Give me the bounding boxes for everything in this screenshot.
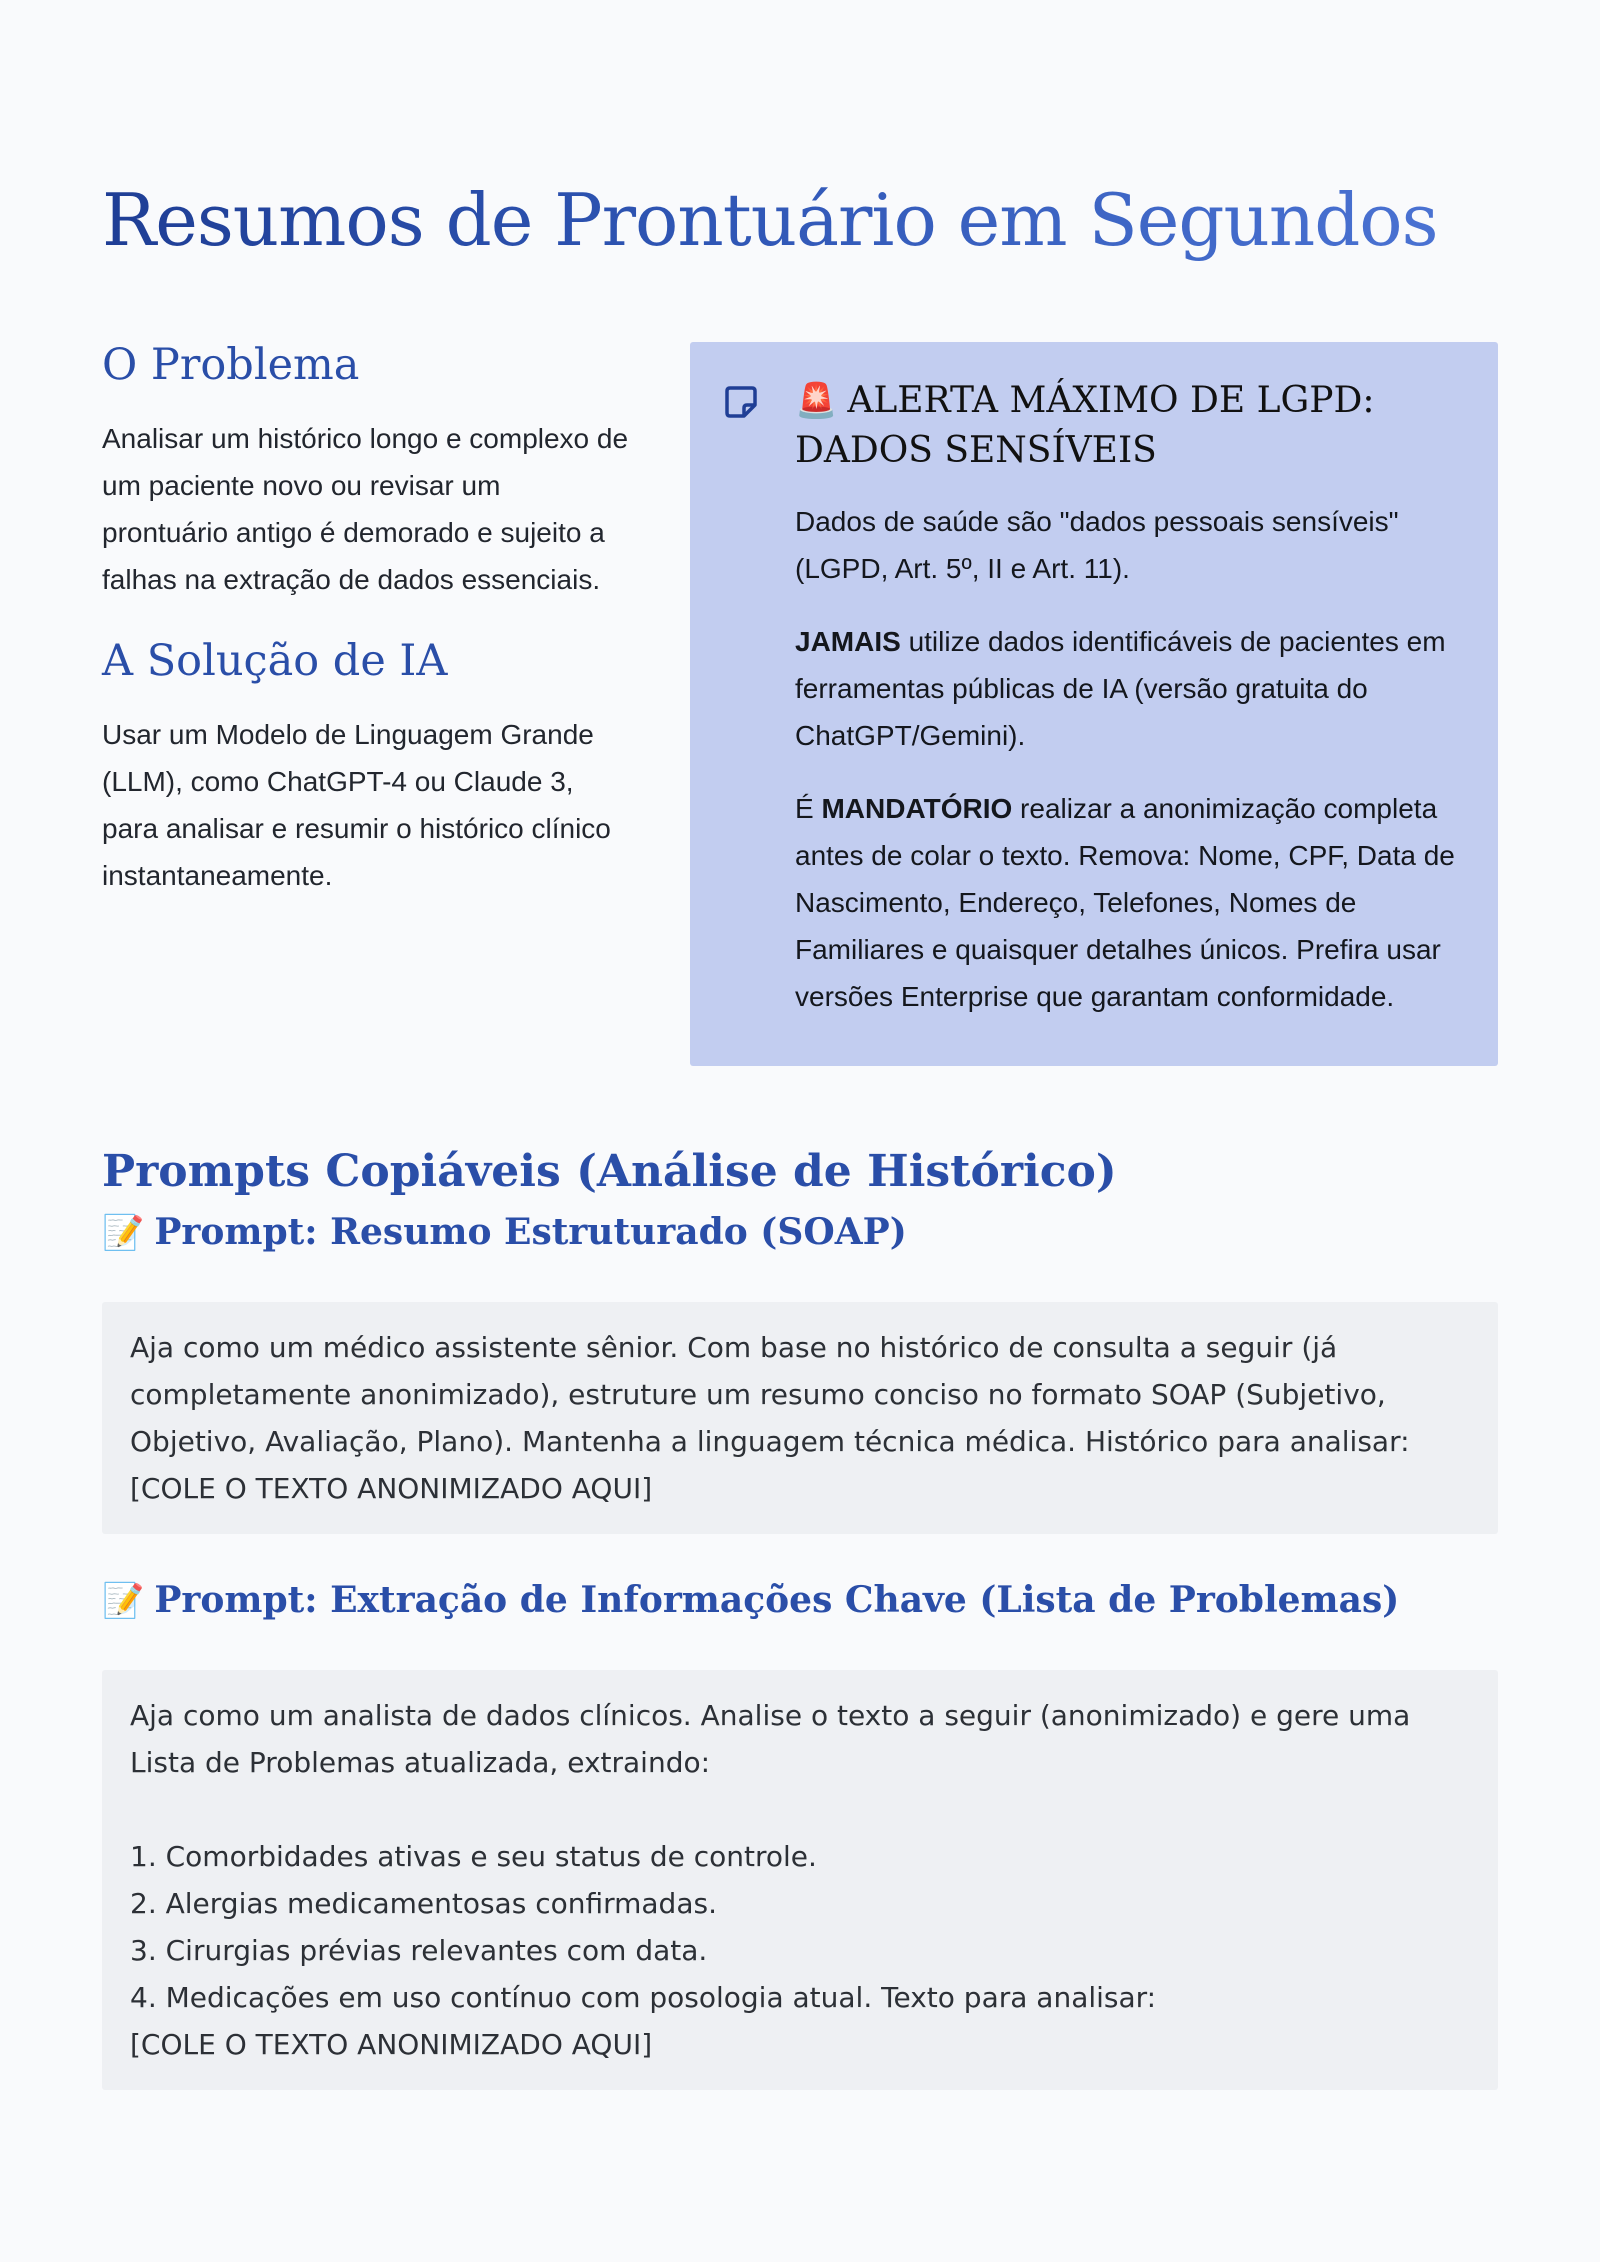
page-title: Resumos de Prontuário em Segundos [102,170,1438,270]
prompt-heading-soap: 📝 Prompt: Resumo Estruturado (SOAP) [102,1211,907,1253]
left-column [102,335,632,899]
prompt-heading-problem-list: 📝 Prompt: Extração de Informações Chave (Lista de Problemas) [102,1579,1400,1621]
problem-text: Analisar um histórico longo e complexo de um paciente novo ou revisar um prontuário antigo é demorado e sujeito a falhas na extração de dados essenciais. [102,423,629,595]
alert-title [795,376,1475,476]
memo-icon: 📝 [102,1213,145,1253]
alert-emphasis-mandatorio: MANDATÓRIO [821,793,1013,824]
alert-paragraph-1: Dados de saúde são "dados pessoais sensíveis" (LGPD, Art. 5º, II e Art. 11). [795,506,1399,584]
alert-title-text: ALERTA MÁXIMO DE LGPD: DADOS SENSÍVEIS [795,380,1375,471]
note-icon [724,385,758,419]
problem-heading: O Problema [102,340,360,390]
alert-emphasis-jamais: JAMAIS [795,626,901,657]
solution-text: Usar um Modelo de Linguagem Grande (LLM), como ChatGPT-4 ou Claude 3, para analisar e resumir o histórico clínico instantaneamente. [102,719,611,891]
siren-icon: 🚨 [795,381,838,421]
alert-paragraph-2: JAMAIS utilize dados identificáveis de pacientes em ferramentas públicas de IA (versão gratuita do ChatGPT/Gemini). [795,626,1446,751]
lgpd-alert-box [690,342,1498,1066]
prompts-section-title: Prompts Copiáveis (Análise de Histórico) [102,1146,1117,1197]
alert-paragraph-3: É MANDATÓRIO realizar a anonimização completa antes de colar o texto. Remova: Nome, CPF, Data de Nascimento, Endereço, Telefones, Nomes de Familiares e quaisquer detalhes únicos. Prefira usar versões Enterprise que garantam conformidade. [795,793,1455,1012]
solution-heading: A Solução de IA [102,636,448,686]
prompt-code-block-problem-list[interactable]: Aja como um analista de dados clínicos. Analise o texto a seguir (anonimizado) e gere uma Lista de Problemas atualizada, extraindo: 1. Comorbidades ativas e seu status de controle. 2. Alergias medicamentosas confirmadas. 3. Cirurgias prévias relevantes com data. 4. Medicações em uso contínuo com posologia atual. Texto para analisar: [COLE O TEXTO ANONIMIZADO AQUI] [102,1670,1498,2090]
memo-icon: 📝 [102,1581,145,1621]
prompt-code-block-soap[interactable]: Aja como um médico assistente sênior. Com base no histórico de consulta a seguir (já completamente anonimizado), estruture um resumo conciso no formato SOAP (Subjetivo, Objetivo, Avaliação, Plano). Mantenha a linguagem técnica médica. Histórico para analisar: [COLE O TEXTO ANONIMIZADO AQUI] [102,1302,1498,1534]
